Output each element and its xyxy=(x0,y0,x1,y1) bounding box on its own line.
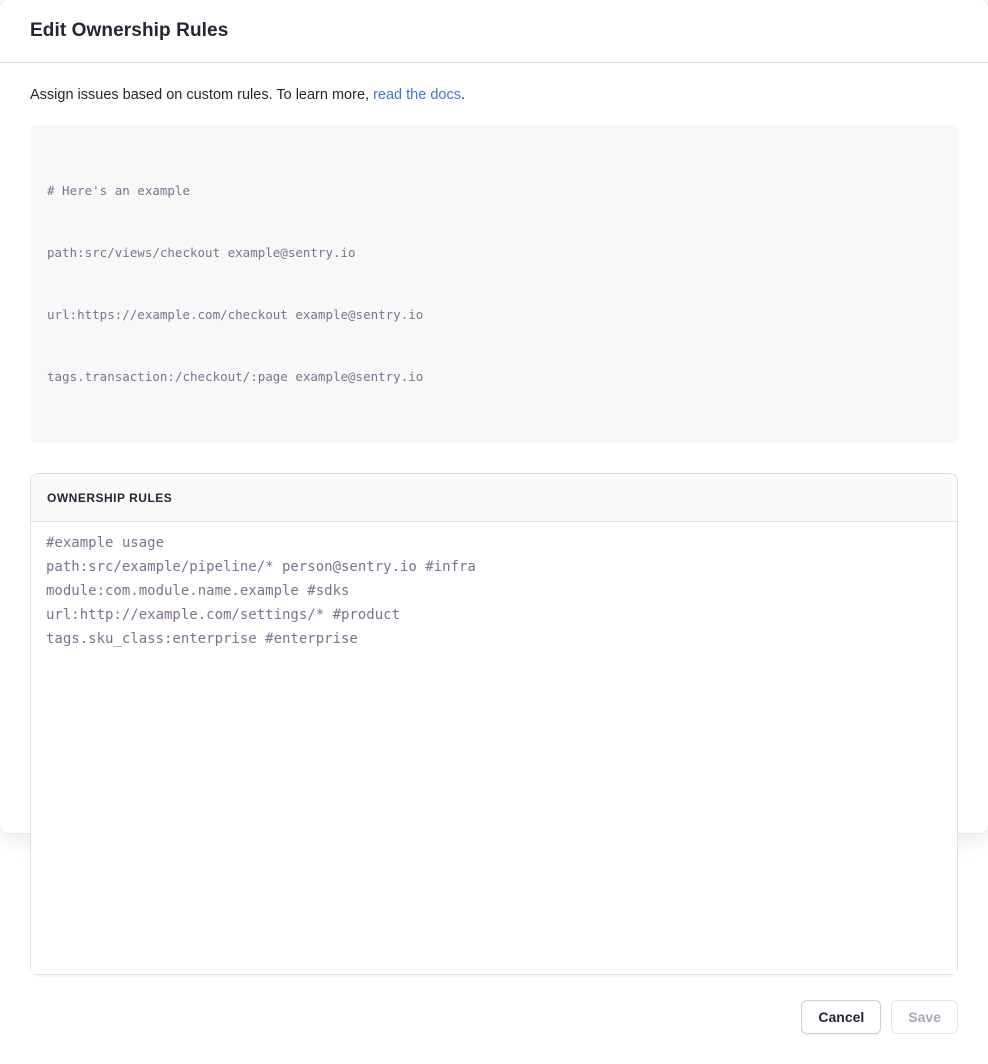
save-button[interactable]: Save xyxy=(891,1000,958,1034)
example-line: # Here's an example xyxy=(47,182,190,198)
ownership-rules-panel-header xyxy=(31,474,957,522)
dialog-title: Edit Ownership Rules xyxy=(30,20,229,41)
description-before: Assign issues based on custom rules. To learn more, xyxy=(30,87,374,103)
description-after: . xyxy=(460,87,465,103)
example-code-block xyxy=(30,125,958,443)
dialog-header xyxy=(0,0,988,63)
example-line: tags.transaction:/checkout/:page example@sentry.io xyxy=(47,369,424,385)
ownership-rules-panel xyxy=(30,473,958,975)
description-text xyxy=(30,85,958,105)
example-line: url:https://example.com/checkout example@sentry.io xyxy=(47,306,424,322)
dialog-footer xyxy=(30,1000,958,1034)
cancel-button[interactable]: Cancel xyxy=(801,1000,881,1034)
dialog-body xyxy=(0,63,988,1064)
read-the-docs-link[interactable]: read the docs xyxy=(373,87,461,103)
example-line: path:src/views/checkout example@sentry.io xyxy=(47,244,356,260)
ownership-rules-input[interactable] xyxy=(31,522,957,974)
ownership-rules-panel-title: OWNERSHIP RULES xyxy=(47,491,173,506)
